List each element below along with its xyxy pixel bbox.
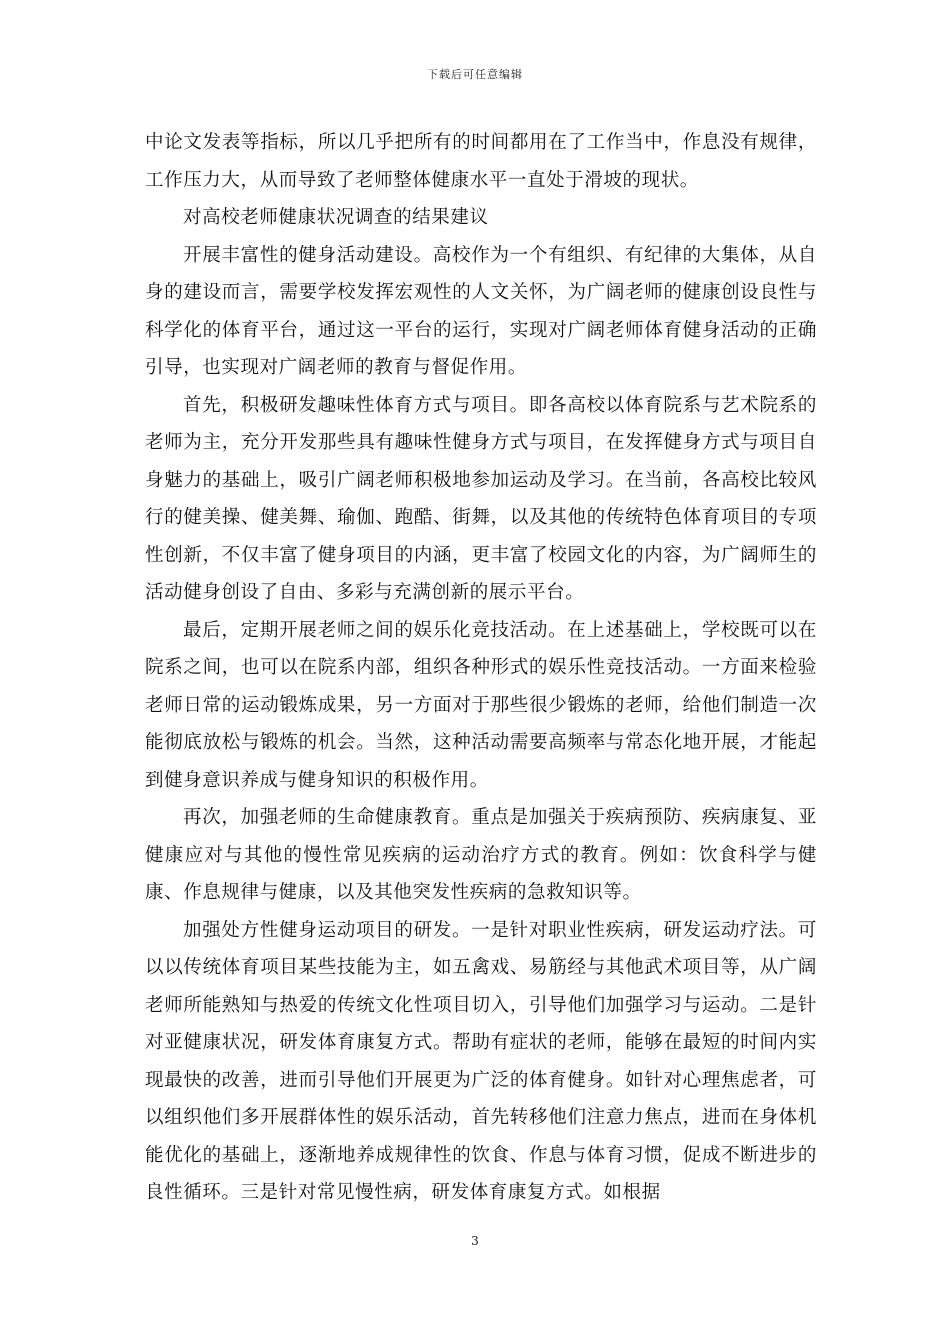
document-body	[145, 124, 817, 1212]
section-heading: 对高校老师健康状况调查的结果建议	[183, 207, 489, 228]
paragraph-continuation: 中论文发表等指标，所以几乎把所有的时间都用在了工作当中，作息没有规律，工作压力大，从而导致了老师整体健康水平一直处于滑坡的现状。	[145, 132, 817, 191]
paragraph: 首先，积极研发趣味性体育方式与项目。即各高校以体育院系与艺术院系的老师为主，充分开发那些具有趣味性健身方式与项目，在发挥健身方式与项目自身魅力的基础上，吸引广阔老师积极地参加运动及学习。在当前，各高校比较风行的健美操、健美舞、瑜伽、跑酷、街舞，以及其他的传统特色体育项目的专项性创新，不仅丰富了健身项目的内涵，更丰富了校园文化的内容，为广阔师生的活动健身创设了自由、多彩与充满创新的展示平台。	[145, 394, 817, 603]
paragraph: 再次，加强老师的生命健康教育。重点是加强关于疾病预防、疾病康复、亚健康应对与其他的慢性常见疾病的运动治疗方式的教育。例如：饮食科学与健康、作息规律与健康，以及其他突发性疾病的急救知识等。	[145, 807, 817, 903]
paragraph: 最后，定期开展老师之间的娱乐化竞技活动。在上述基础上，学校既可以在院系之间，也可以在院系内部，组织各种形式的娱乐性竞技活动。一方面来检验老师日常的运动锻炼成果，另一方面对于那些很少锻炼的老师，给他们制造一次能彻底放松与锻炼的机会。当然，这种活动需要高频率与常态化地开展，才能起到健身意识养成与健身知识的积极作用。	[145, 619, 817, 791]
page-number: 3	[471, 1234, 479, 1248]
paragraph: 开展丰富性的健身活动建设。高校作为一个有组织、有纪律的大集体，从自身的建设而言，需要学校发挥宏观性的人文关怀，为广阔老师的健康创设良性与科学化的体育平台，通过这一平台的运行，实现对广阔老师体育健身活动的正确引导，也实现对广阔老师的教育与督促作用。	[145, 244, 817, 378]
paragraph: 加强处方性健身运动项目的研发。一是针对职业性疾病，研发运动疗法。可以以传统体育项目某些技能为主，如五禽戏、易筋经与其他武术项目等，从广阔老师所能熟知与热爱的传统文化性项目切入，引导他们加强学习与运动。二是针对亚健康状况，研发体育康复方式。帮助有症状的老师，能够在最短的时间内实现最快的改善，进而引导他们开展更为广泛的体育健身。如针对心理焦虑者，可以组织他们多开展群体性的娱乐活动，首先转移他们注意力焦点，进而在身体机能优化的基础上，逐渐地养成规律性的饮食、作息与体育习惯，促成不断进步的良性循环。三是针对常见慢性病，研发体育康复方式。如根据	[145, 919, 817, 1203]
page-header: 下载后可任意编辑	[427, 68, 523, 81]
